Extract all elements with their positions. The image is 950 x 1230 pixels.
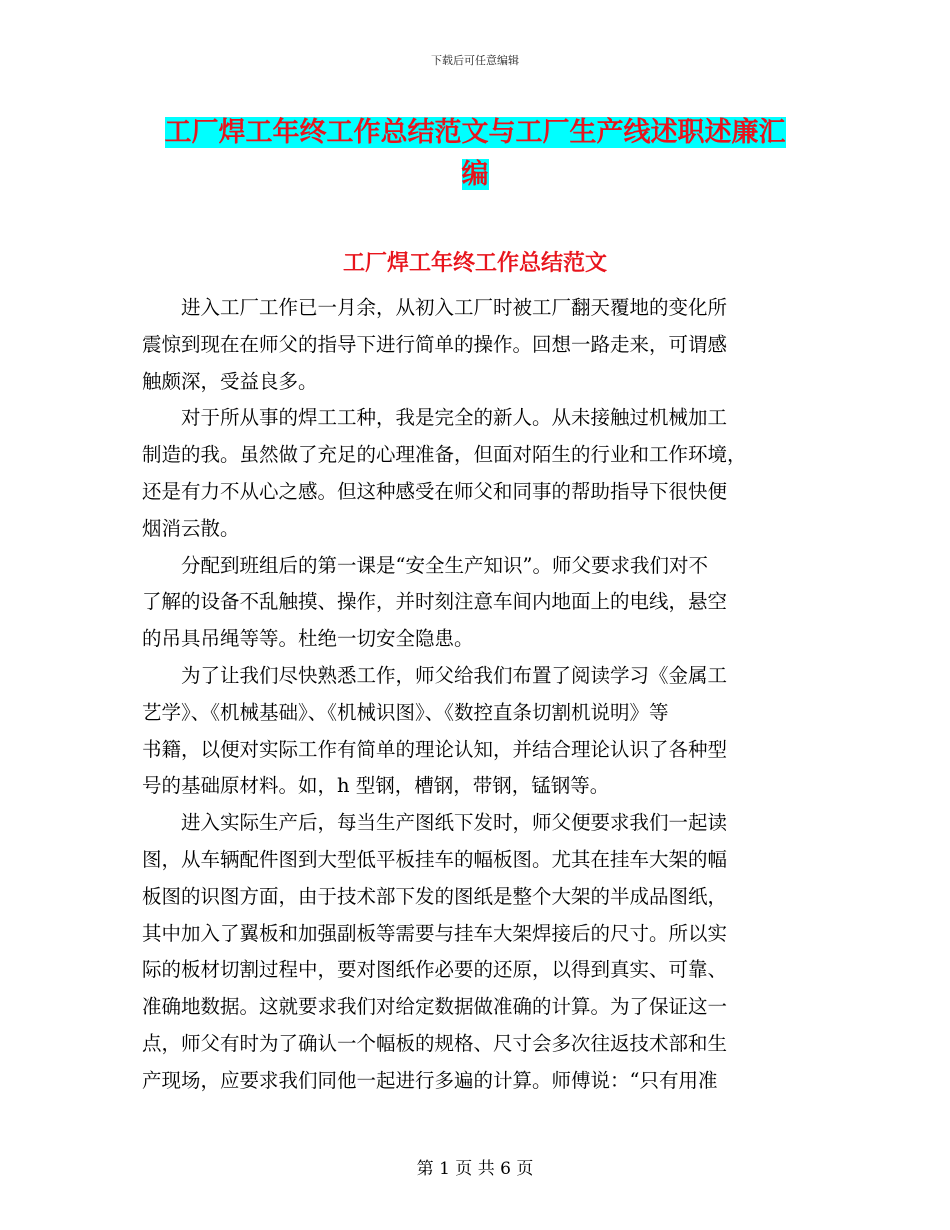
header-note: 下载后可任意编辑 bbox=[431, 54, 519, 67]
body-line: 烟消云散。 bbox=[142, 516, 240, 540]
body-line: 艺学》、《机械基础》、《机械识图》、《数控直条切割机说明》等 bbox=[142, 700, 669, 724]
body-line: 书籍，以便对实际工作有简单的理论认知，并结合理论认识了各种型 bbox=[142, 737, 728, 761]
body-line: 制造的我。虽然做了充足的心理准备，但面对陌生的行业和工作环境， bbox=[142, 443, 747, 467]
body-line: 进入实际生产后，每当生产图纸下发时，师父便要求我们一起读 bbox=[142, 811, 728, 835]
body-line: 板图的识图方面，由于技术部下发的图纸是整个大架的半成品图纸， bbox=[142, 884, 728, 908]
page-footer: 第 1 页 共 6 页 bbox=[416, 1159, 534, 1179]
body-line: 还是有力不从心之感。但这种感受在师父和同事的帮助指导下很快便 bbox=[142, 479, 728, 503]
body-line: 图，从车辆配件图到大型低平板挂车的幅板图。尤其在挂车大架的幅 bbox=[142, 847, 728, 871]
body-line: 对于所从事的焊工工种，我是完全的新人。从未接触过机械加工 bbox=[142, 406, 728, 430]
body-line: 震惊到现在在师父的指导下进行简单的操作。回想一路走来，可谓感 bbox=[142, 332, 728, 356]
body-line: 际的板材切割过程中，要对图纸作必要的还原，以得到真实、可靠、 bbox=[142, 958, 728, 982]
body-line: 触颇深，受益良多。 bbox=[142, 369, 318, 393]
body-line: 的吊具吊绳等等。杜绝一切安全隐患。 bbox=[142, 627, 474, 651]
body-text bbox=[142, 290, 802, 1100]
body-line: 为了让我们尽快熟悉工作，师父给我们布置了阅读学习《金属工 bbox=[142, 663, 728, 687]
body-line: 分配到班组后的第一课是“安全生产知识”。师父要求我们对不 bbox=[142, 553, 708, 577]
title-line-1: 工厂焊工年终工作总结范文与工厂生产线述职述廉汇 bbox=[164, 117, 786, 148]
body-line: 点，师父有时为了确认一个幅板的规格、尺寸会多次往返技术部和生 bbox=[142, 1031, 728, 1055]
body-line: 准确地数据。这就要求我们对给定数据做准确的计算。为了保证这一 bbox=[142, 995, 728, 1019]
section-title: 工厂焊工年终工作总结范文 bbox=[342, 251, 607, 276]
body-line: 产现场，应要求我们同他一起进行多遍的计算。师傅说：“只有用准 bbox=[142, 1068, 718, 1092]
title-line-2: 编 bbox=[461, 159, 489, 190]
body-line: 进入工厂工作已一月余，从初入工厂时被工厂翻天覆地的变化所 bbox=[142, 296, 728, 319]
body-line: 了解的设备不乱触摸、操作，并时刻注意车间内地面上的电线，悬空 bbox=[142, 590, 728, 614]
body-line: 号的基础原材料。如，h 型钢，槽钢，带钢，锰钢等。 bbox=[142, 774, 610, 798]
body-line: 其中加入了翼板和加强副板等需要与挂车大架焊接后的尺寸。所以实 bbox=[142, 921, 728, 945]
document-title bbox=[140, 112, 810, 196]
